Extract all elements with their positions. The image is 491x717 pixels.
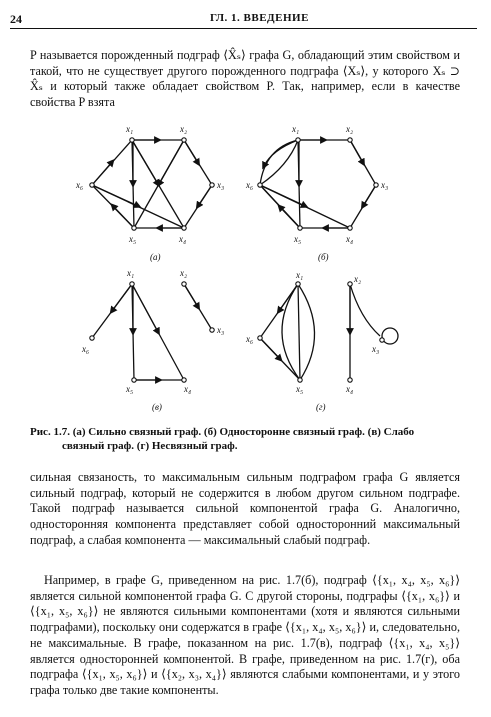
node-label: x₁ <box>127 268 135 278</box>
label-a: (а) <box>150 252 161 262</box>
node-label: x₂ <box>180 268 188 278</box>
node-label: x₆ <box>246 180 254 190</box>
node-label: x₃ <box>217 325 225 335</box>
body-paragraph-2: Например, в графе G, приведенном на рис. 1.7(б), подграф ⟨{x₁, x₄, x₅, x₆}⟩ является сильной компонентой графа G. С другой стороны, подграфы ⟨{x₁, x₆}⟩ и ⟨{x₁, x₅, x₆}⟩ не являются сильными компонентами (хотя и являются сильными подграфами), поскольку они содержатся в графе ⟨{x₁, x₄, x₅, x₆}⟩ и, следовательно, не максимальные. В графе, показанном на рис. 1.7(в), подграф ⟨{x₁, x₄, x₅}⟩ является односторонней компонентой. В графе, приведенном на рис. 1.7(г), оба подграфа ⟨{x₁, x₅, x₆}⟩ и ⟨{x₂, x₃, x₄}⟩ являются слабыми компонентами, и у этого графа только две такие компоненты. <box>30 573 460 697</box>
node-label: x₁ <box>292 124 300 134</box>
graph-a <box>92 140 212 228</box>
node-label: x₂ <box>346 124 354 134</box>
page-number: 24 <box>10 12 22 26</box>
node-label: x₂ <box>180 124 188 134</box>
figure-caption <box>30 425 460 453</box>
node-label: x₃ <box>381 180 389 190</box>
label-d: (г) <box>316 402 326 412</box>
body-paragraph-1: сильная связаность, то максимальным сильным подграфом графа G является сильный подграф, который не содержится в любом другом сильном подграфе. Такой подграф называется сильной компонентой графа G. Аналогично, односторонняя компонента представляет собой односторонний максимальный подграф, а слабая компонента — максимальный слабый подграф. <box>30 470 460 547</box>
figure-1-7 <box>60 118 440 418</box>
graph-c <box>92 284 212 380</box>
node-label: x₃ <box>217 180 225 190</box>
figure-graphs <box>60 118 440 418</box>
node-label: x₅ <box>129 234 137 244</box>
graph-d <box>260 284 398 380</box>
node-label: x₁ <box>126 124 134 134</box>
node-label: x₆ <box>76 180 84 190</box>
node-label: x₄ <box>179 234 187 244</box>
graph-b <box>260 140 376 228</box>
node-label: x₅ <box>126 384 134 394</box>
node-label: x₄ <box>184 384 192 394</box>
node-label: x₅ <box>294 234 302 244</box>
node-label: x₆ <box>82 344 90 354</box>
node-label: x₃ <box>372 344 380 354</box>
node-label: x₄ <box>346 234 354 244</box>
page-header <box>10 12 477 29</box>
caption-line-2: связный граф. (г) Несвязный граф. <box>62 440 238 452</box>
node-label: x₆ <box>246 334 254 344</box>
label-c: (в) <box>152 402 162 412</box>
running-title: ГЛ. 1. ВВЕДЕНИЕ <box>210 12 309 24</box>
node-label: x₅ <box>296 384 304 394</box>
caption-line-1: Рис. 1.7. (а) Сильно связный граф. (б) Односторонне связный граф. (в) Слабо <box>30 426 415 438</box>
label-b: (б) <box>318 252 329 262</box>
node-label: x₄ <box>346 384 354 394</box>
node-label: x₁ <box>296 270 304 280</box>
node-label: x₂ <box>354 274 362 284</box>
intro-paragraph: P называется порожденный подграф ⟨X̂ₛ⟩ графа G, обладающий этим свойством и такой, что не существует другого порожденного подграфа ⟨Xₛ⟩, у которого Xₛ ⊃ X̂ₛ и который также обладает свойством P. Так, например, если в качестве свойства P взята <box>30 48 460 110</box>
